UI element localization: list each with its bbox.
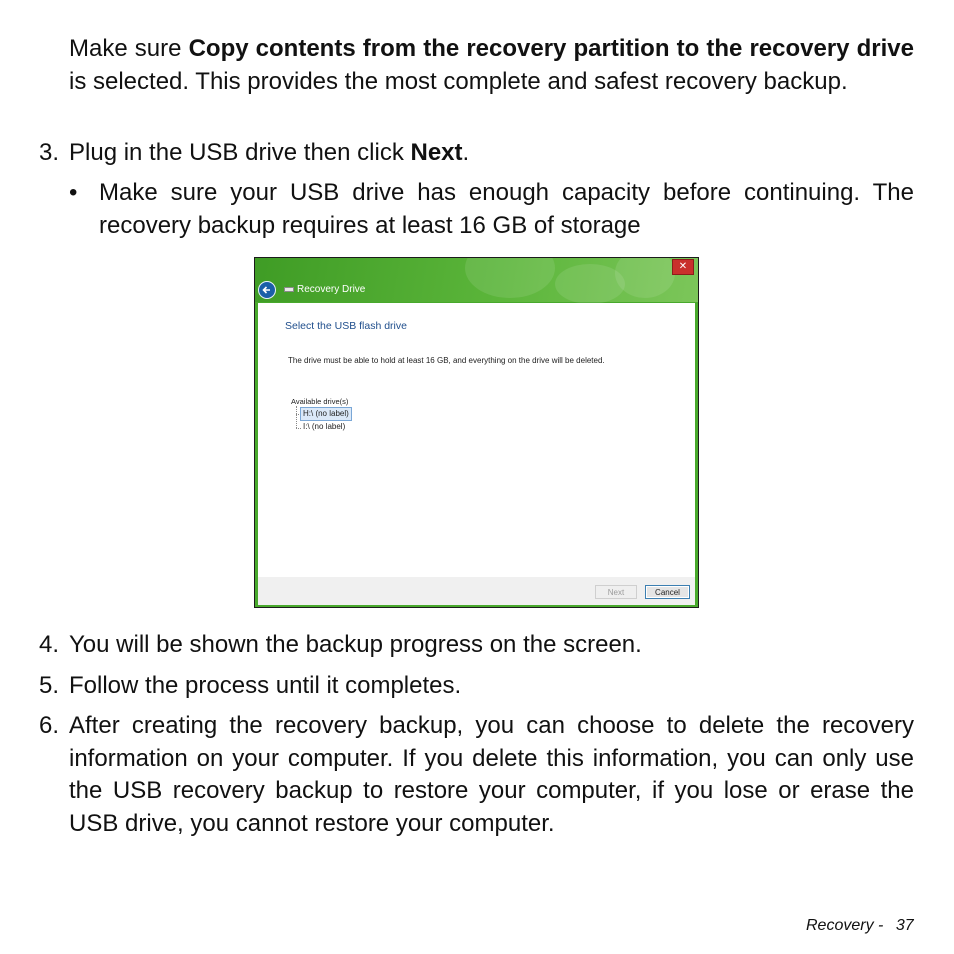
recovery-drive-screenshot (254, 257, 699, 608)
usb-drive-icon (284, 287, 294, 292)
bullet-text: Make sure your USB drive has enough capacity before continuing. The recovery backup requires at least 16 GB of storage (99, 179, 914, 239)
drive-item-h[interactable]: H:\ (no label) (300, 407, 352, 421)
footer-section: Recovery - (806, 917, 884, 934)
page-number: 37 (895, 917, 914, 934)
page-footer (806, 917, 914, 935)
drive-item-i[interactable]: I:\ (no label) (303, 422, 346, 431)
window-titlebar (255, 258, 698, 302)
step-5-number: 5. (39, 672, 60, 699)
step-3-number: 3. (39, 139, 60, 166)
step-6-text: After creating the recovery backup, you can choose to delete the recovery information on your computer. If you delete this information, you can only use the USB recovery backup to restore your computer, if you lose or erase the USB drive, you cannot restore your computer. (69, 712, 914, 837)
next-button[interactable]: Next (595, 585, 637, 599)
step-4-text: You will be shown the backup progress on the screen. (69, 631, 642, 658)
wizard-heading: Select the USB flash drive (285, 320, 407, 332)
next-keyword: Next (410, 139, 463, 166)
wizard-content (258, 303, 695, 577)
step-4-number: 4. (39, 631, 60, 658)
option-name: Copy contents from the recovery partition to the recovery drive (188, 35, 914, 62)
cancel-button[interactable]: Cancel (645, 585, 690, 599)
window-title: Recovery Drive (297, 284, 366, 295)
wizard-footer (258, 577, 695, 605)
capacity-note: The drive must be able to hold at least 16 GB, and everything on the drive will be deleted. (288, 356, 605, 365)
intro-paragraph: Make sure Copy contents from the recovery partition to the recovery drive is selected. This provides the most complete and safest recovery backup. (69, 35, 914, 95)
close-icon[interactable]: ✕ (672, 259, 694, 275)
available-drives-label: Available drive(s) (291, 397, 349, 406)
back-arrow-icon[interactable] (258, 281, 276, 299)
bullet-marker: • (69, 179, 78, 206)
step-6-number: 6. (39, 712, 60, 739)
step-5-text: Follow the process until it completes. (69, 672, 462, 699)
step-3-text: Plug in the USB drive then click Next. (69, 139, 470, 166)
